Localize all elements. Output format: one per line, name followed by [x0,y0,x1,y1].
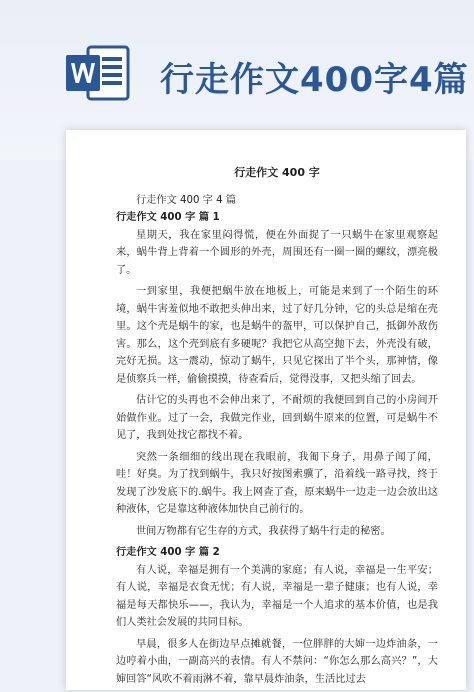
word-doc-icon [66,45,130,101]
banner-title: 行走作文400字4篇 [160,60,469,100]
document-title: 行走作文 400 字 [234,166,320,179]
chapter-heading-1: 行走作文 400 字 篇 1 [116,212,220,223]
paragraph: 有人说，幸福是拥有一个美满的家庭；有人说，幸福是一生平安；有人说，幸福是衣食无忧；有人说，幸福是一辈子健康；也有人说，幸福是每天都快乐——，我认为，幸福是一个人追求的基本价值，也是我们人类社会发展的共同目标。 [116,564,438,628]
document-subtitle: 行走作文 400 字 4 篇 [136,194,237,206]
document-page [66,130,466,690]
paragraph: 突然一条细细的线出现在我眼前，我匍下身子，用鼻子闻了闻，哇！好臭。为了找到蜗牛，我只好按图索骥了，沿着线一路寻找，终于发现了沙发底下的.蜗牛。我上网查了查，原来蜗牛一边走一边会放出这种液体，它是靠这种液体加快自己前行的。 [116,451,438,515]
chapter-heading-2: 行走作文 400 字 篇 2 [116,547,220,558]
paragraph: 早晨，很多人在街边早点摊就餐，一位胖胖的大婶一边炸油条，一边哼着小曲，一副高兴的表情。有人不禁问：“你怎么那么高兴？”，大婶回答“风吹不着雨淋不着，靠早晨炸油条，生活比过去 [116,638,438,685]
paragraph: 星期天，我在家里闷得慌，便在外面捉了一只蜗牛在家里观察起来，蜗牛背上背着一个圆形的外壳，周围还有一圈一圈的螺纹，漂亮极了。 [116,229,438,276]
paragraph: 世间万物都有它生存的方式，我获得了蜗牛行走的秘密。 [136,525,391,537]
document-body [116,164,438,692]
paragraph: 估计它的头再也不会伸出来了，不耐烦的我便回到自己的小房间开始做作业。过了一会，我做完作业，回到蜗牛原来的位置，可是蜗牛不见了，我到处找它都找不着。 [116,395,438,441]
banner-header [0,0,474,140]
paragraph: 一到家里，我便把蜗牛放在地板上，可能是来到了一个陌生的环境，蜗牛害羞似地不敢把头伸出来，过了好几分钟，它的头总是缩在壳里。这个壳是蜗牛的家，也是蜗牛的盔甲，可以保护自己，抵御外敌伤害。那么，这个壳到底有多硬呢？我把它从高空抛下去，外壳没有破，完好无损。这一震动，惊动了蜗牛，只见它探出了半个头，那神情，像是侦察兵一样，偷偷摸摸，待查看后，觉得没事，又把头缩了回去。 [116,286,438,385]
